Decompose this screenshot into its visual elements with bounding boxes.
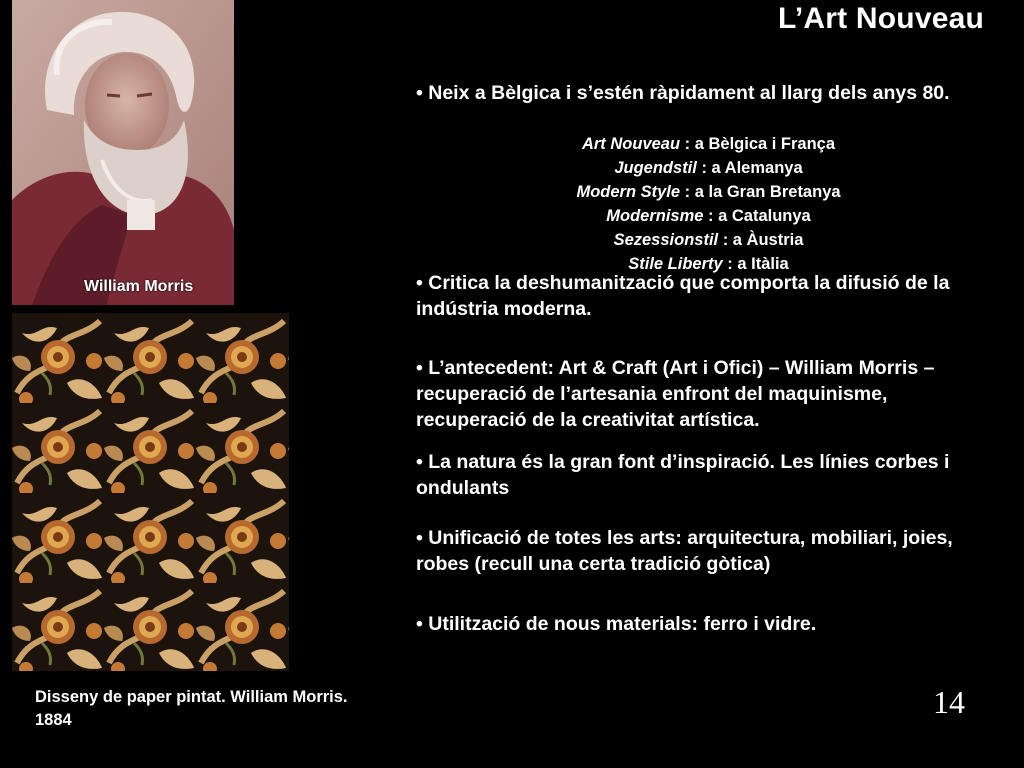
style-item: Modern Style : a la Gran Bretanya — [576, 183, 841, 201]
style-item: Art Nouveau : a Bèlgica i França — [581, 135, 836, 153]
william-morris-portrait — [12, 0, 234, 305]
style-item: Modernisme : a Catalunya — [606, 207, 811, 225]
bullet-origin: • Neix a Bèlgica i s’estén ràpidament al llarg dels anys 80. — [416, 82, 950, 104]
page-number: 14 — [933, 684, 965, 720]
style-item: Stile Liberty : a Itàlia — [628, 255, 789, 273]
wallpaper-design-image — [12, 313, 289, 671]
wallpaper-pattern — [12, 313, 289, 671]
style-names-list — [416, 132, 1001, 276]
style-item: Jugendstil : a Alemanya — [614, 159, 803, 177]
bullet-nature: • La natura és la gran font d’inspiració. Les línies corbes i ondulants — [416, 451, 950, 499]
portrait-caption: William Morris — [84, 278, 194, 295]
wallpaper-caption: Disseny de paper pintat. William Morris. 1884 — [35, 688, 348, 729]
bullet-materials: • Utilització de nous materials: ferro i vidre. — [416, 613, 817, 635]
bullet-arts-and-crafts: • L’antecedent: Art & Craft (Art i Ofici) – William Morris – recuperació de l’artesania enfront del maquinisme, recuperació de la creativitat artística. — [416, 357, 935, 431]
slide-title: L’Art Nouveau — [778, 2, 984, 35]
style-item: Sezessionstil : a Àustria — [613, 231, 804, 249]
portrait-image — [12, 0, 234, 305]
bullet-unification: • Unificació de totes les arts: arquitectura, mobiliari, joies, robes (recull una certa tradició gòtica) — [416, 527, 953, 575]
bullet-critique: • Critica la deshumanització que comporta la difusió de la indústria moderna. — [416, 272, 950, 320]
